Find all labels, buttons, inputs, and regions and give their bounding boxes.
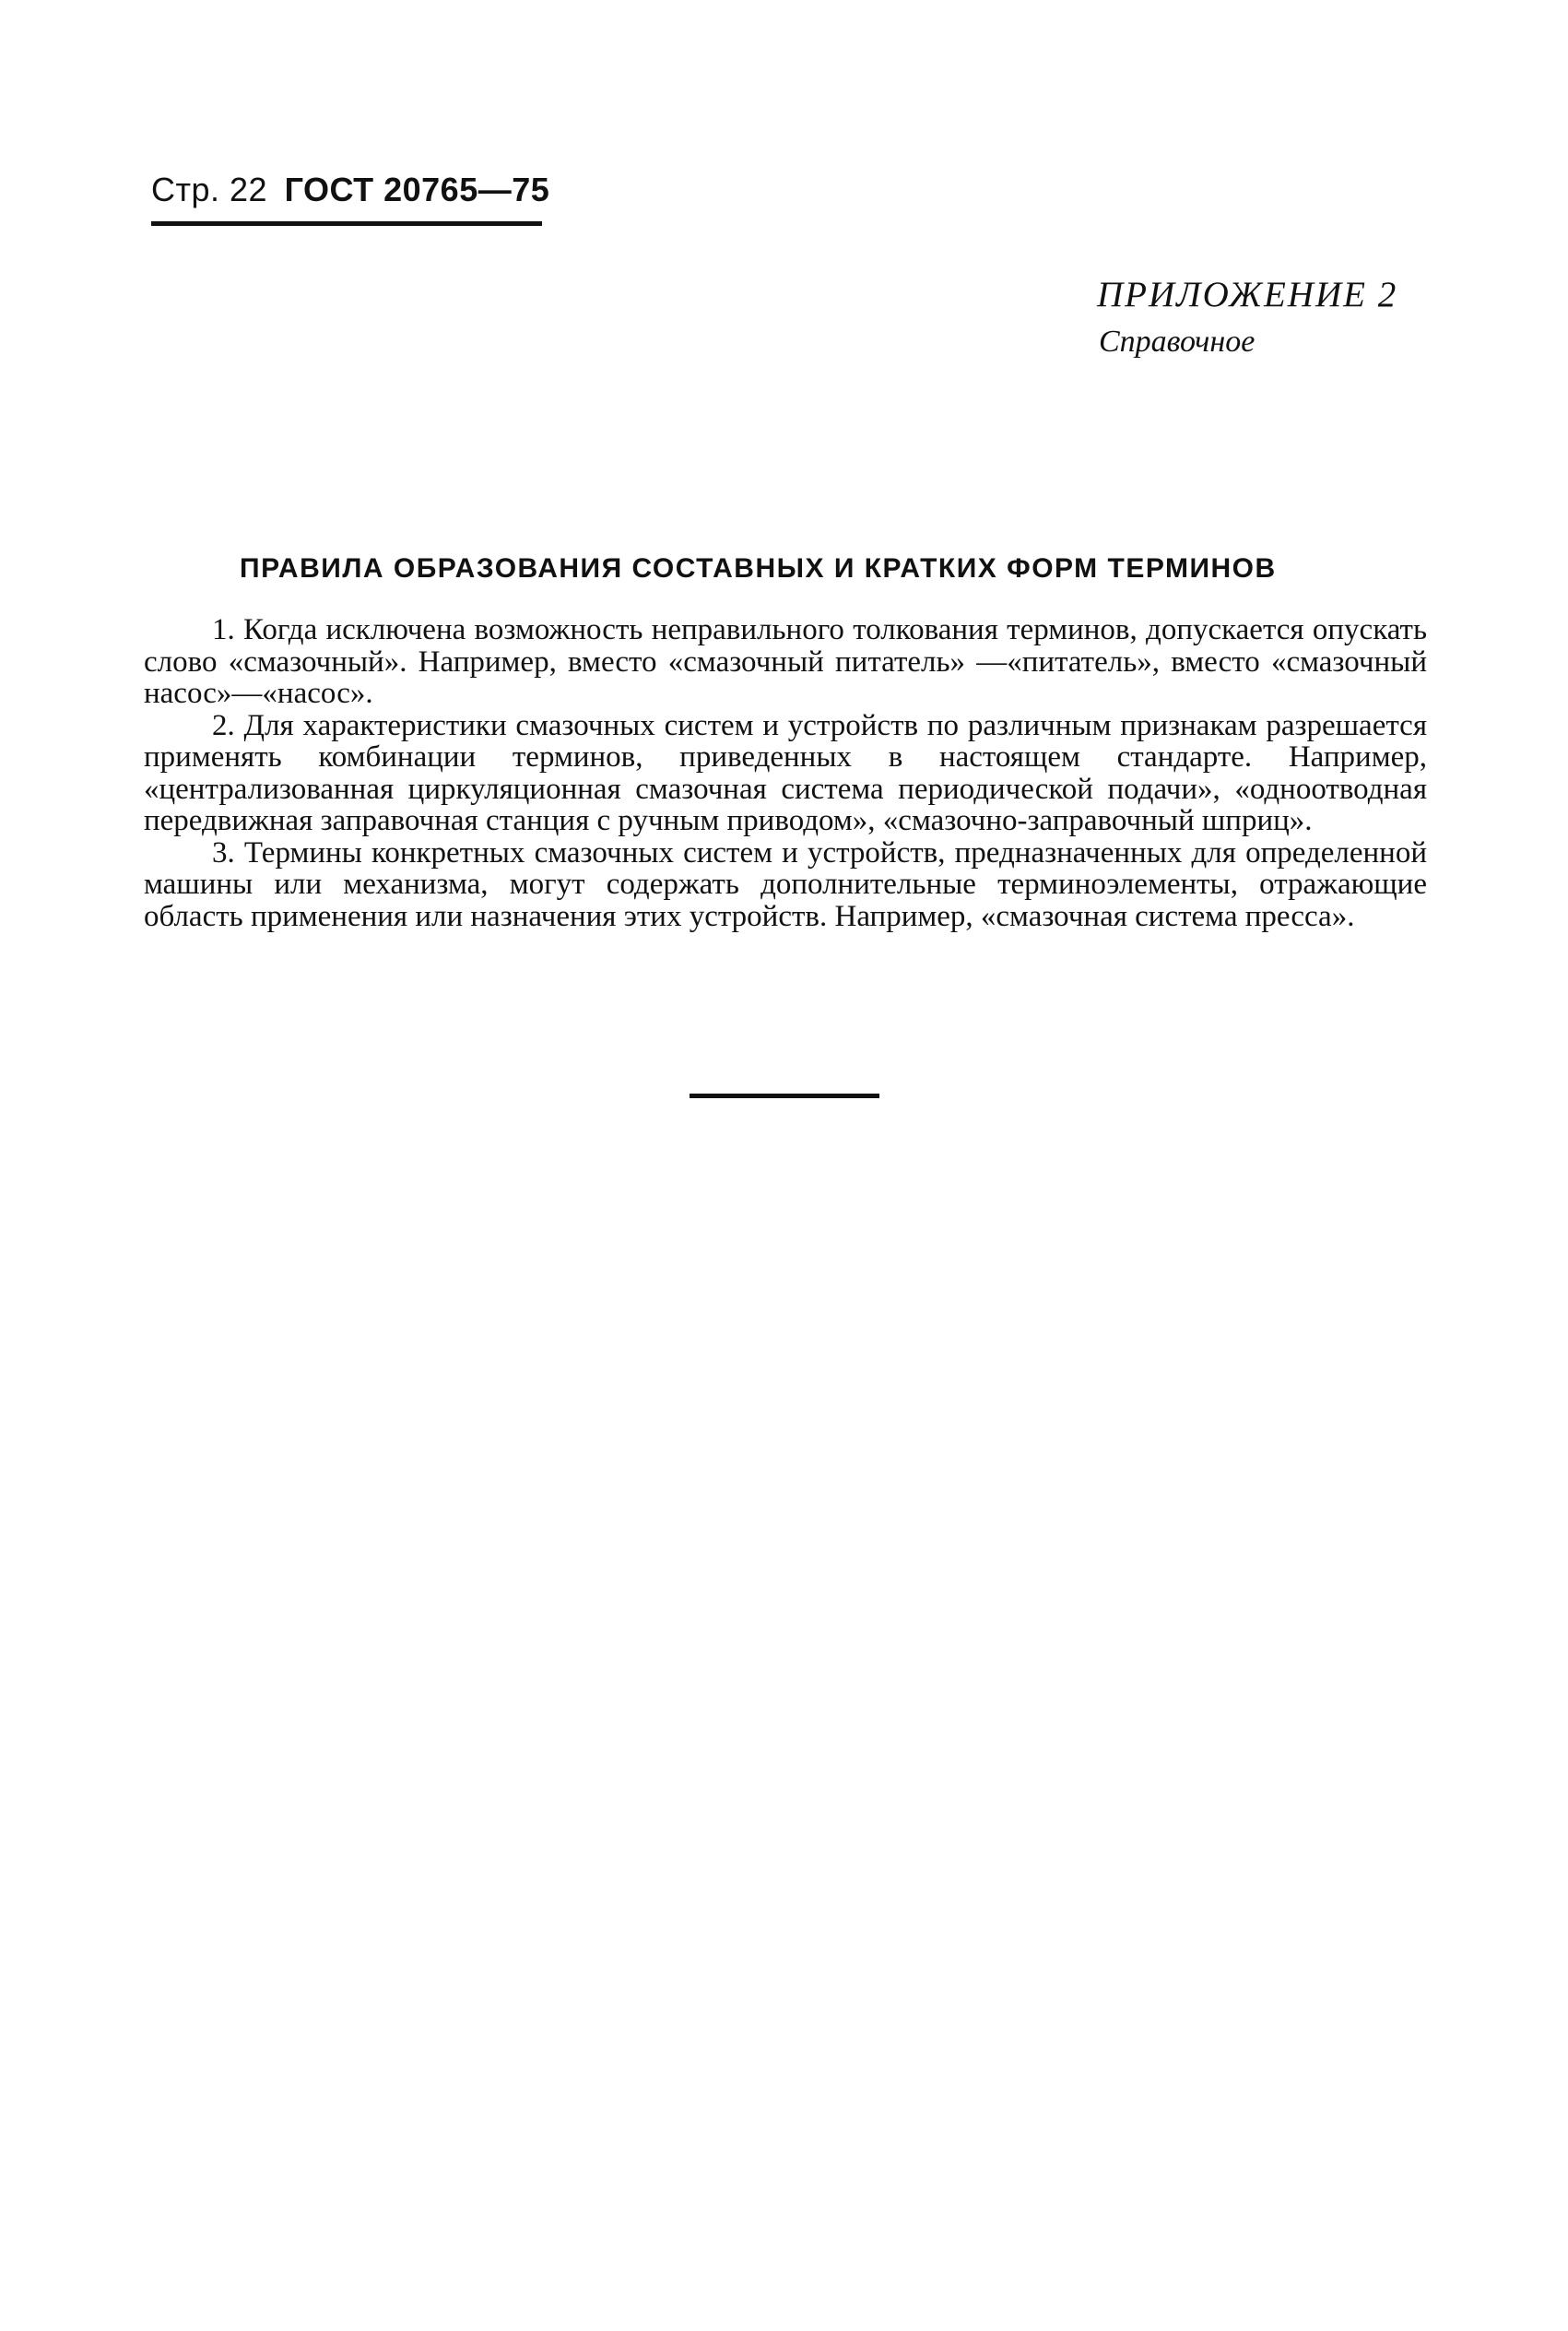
paragraph-1: 1. Когда исключена возможность неправильного толкования терминов, допускается опускать слово «смазочный». Например, вместо «смазочный питатель» —«питатель», вместо «смазочный насос»—«насос». [144, 613, 1427, 710]
body-text [144, 614, 1427, 932]
section-title: ПРАВИЛА ОБРАЗОВАНИЯ СОСТАВНЫХ И КРАТКИХ ФОРМ ТЕРМИНОВ [240, 553, 1277, 584]
paragraph-2: 2. Для характеристики смазочных систем и устройств по различным признакам разрешается применять комбинации терминов, приведенных в настоящем стандарте. Например, «централизованная циркуляционная смазочная система периодической подачи», «одноотводная передвижная заправочная станция с ручным приводом», «смазочно-заправочный шприц». [144, 708, 1427, 837]
end-rule [690, 1094, 879, 1098]
page-number: Стр. 22 [151, 171, 268, 208]
paragraph-3: 3. Термины конкретных смазочных систем и устройств, предназначенных для определенной машины или механизма, могут содержать дополнительные терминоэлементы, отражающие область применения или назначения этих устройств. Например, «смазочная система пресса». [144, 835, 1427, 933]
appendix-subtitle: Справочное [1099, 325, 1256, 359]
appendix-title: ПРИЛОЖЕНИЕ 2 [1097, 275, 1398, 314]
header-rule [151, 221, 542, 226]
standard-number: ГОСТ 20765—75 [284, 171, 550, 208]
running-header [151, 171, 549, 209]
